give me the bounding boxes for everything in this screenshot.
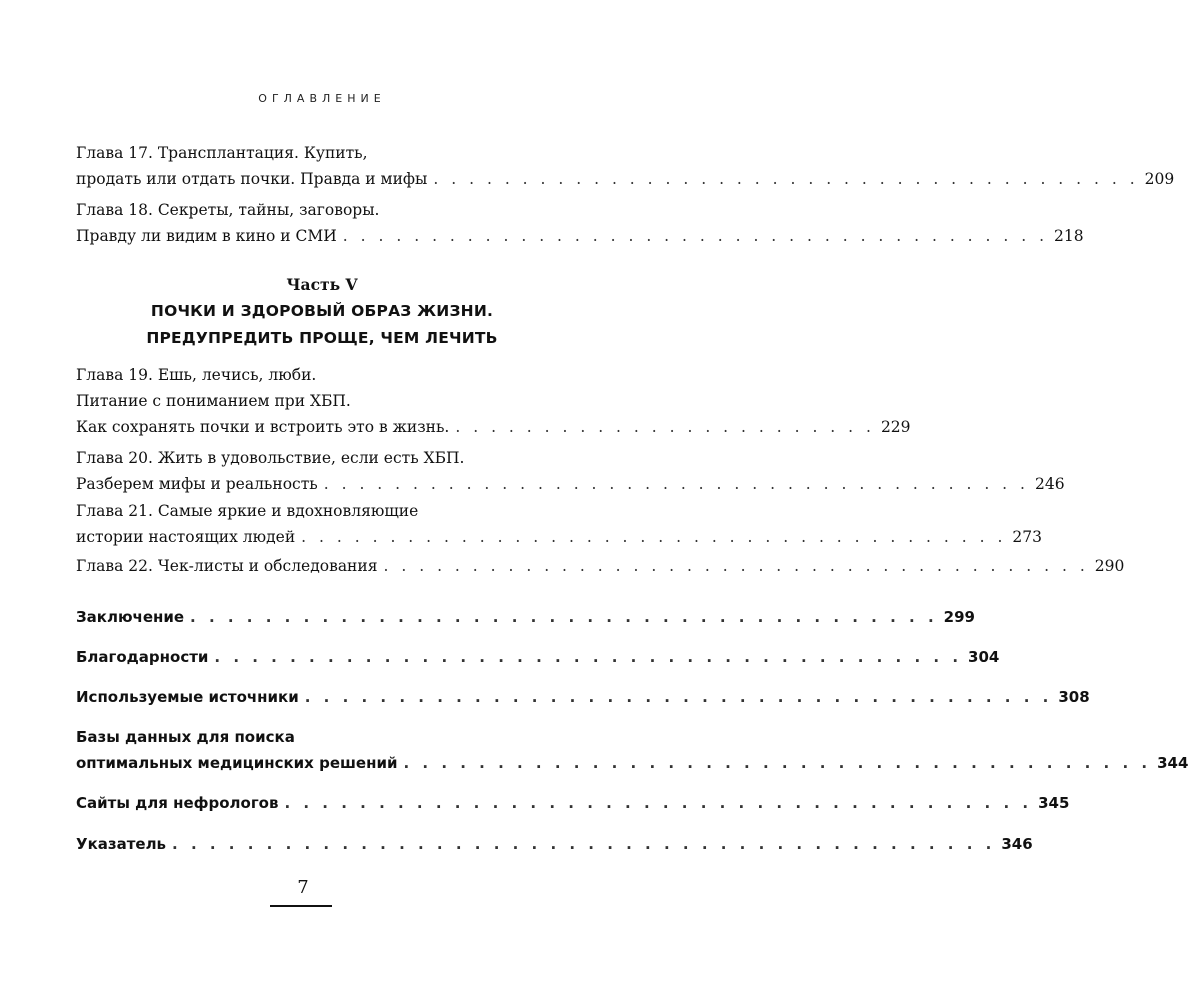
acknowledgements-leader-line (76, 644, 1000, 670)
toc-entry-index[interactable] (76, 831, 1033, 857)
chapter-20-title-line1: Глава 20. Жить в удовольствие, если есть ХБП. (76, 449, 465, 467)
toc-entry-sites[interactable] (76, 790, 1070, 816)
chapter-22-title: Глава 22. Чек-листы и обследования (76, 557, 378, 575)
dot-leader: . . . . . . . . . . . . . . . . . . . . . . . . . . . . . . . . . . . . . . . . (190, 608, 938, 626)
sites-leader-line (76, 790, 1070, 816)
toc-entry-chapter-22[interactable] (76, 553, 1125, 579)
dot-leader: . . . . . . . . . . . . . . . . . . . . . . . . . . . . . . . . . . . . . . . . (214, 648, 963, 666)
chapter-17-title-line1: Глава 17. Трансплантация. Купить, (76, 144, 368, 162)
part-5-title-line2: ПРЕДУПРЕДИТЬ ПРОЩЕ, ЧЕМ ЛЕЧИТЬ (146, 329, 498, 347)
chapter-17-leader-line (76, 166, 1175, 192)
toc-entry-conclusion[interactable] (76, 604, 975, 630)
dot-leader: . . . . . . . . . . . . . . . . . . . . . . . . . . . . . . . . . . . . . . . . (433, 170, 1139, 188)
toc-entry-chapter-20[interactable] (76, 445, 1065, 497)
toc-entry-chapter-19[interactable] (76, 362, 911, 440)
chapter-20-leader-line (76, 471, 1065, 497)
sources-leader-line (76, 684, 1090, 710)
dot-leader: . . . . . . . . . . . . . . . . . . . . . . . . . . . . . . . . . . . . . . . . (301, 528, 1007, 546)
chapter-17-page-number: 209 (1144, 170, 1175, 188)
databases-title-line1: Базы данных для поиска (76, 728, 295, 746)
acknowledgements-page-number: 304 (968, 648, 1000, 666)
chapter-19-title-line2: Питание с пониманием при ХБП. (76, 392, 351, 410)
chapter-19-title-line1: Глава 19. Ешь, лечись, люби. (76, 366, 317, 384)
part-5-title-line1: ПОЧКИ И ЗДОРОВЫЙ ОБРАЗ ЖИЗНИ. (150, 302, 494, 320)
dot-leader: . . . . . . . . . . . . . . . . . . . . . . . . . . . . . . . . . . . . . . . . (342, 227, 1049, 245)
part-5-heading (76, 272, 568, 352)
index-leader-line (76, 831, 1033, 857)
chapter-18-title-line2: Правду ли видим в кино и СМИ (76, 227, 337, 245)
part-5-label: Часть V (286, 275, 358, 294)
chapter-21-title-line2: истории настоящих людей (76, 528, 296, 546)
dot-leader: . . . . . . . . . . . . . . . . . . . . . . . . . . . . . . . . . . . . . . . . (383, 557, 1089, 575)
chapter-20-page-number: 246 (1034, 475, 1065, 493)
dot-leader: . . . . . . . . . . . . . . . . . . . . . . . . . . . . . . . . . . . . . . . . (304, 688, 1053, 706)
sites-page-number: 345 (1038, 794, 1070, 812)
chapter-19-title-line3: Как сохранять почки и встроить это в жизнь. (76, 418, 450, 436)
sources-page-number: 308 (1058, 688, 1090, 706)
chapter-18-page-number: 218 (1054, 227, 1084, 245)
chapter-22-page-number: 290 (1094, 557, 1125, 575)
dot-leader: . . . . . . . . . . . . . . . . . . . . . . . . (455, 418, 875, 436)
chapter-21-leader-line (76, 524, 1042, 550)
conclusion-leader-line (76, 604, 975, 630)
acknowledgements-title: Благодарности (76, 648, 209, 666)
conclusion-title: Заключение (76, 608, 185, 626)
dot-leader: . . . . . . . . . . . . . . . . . . . . . . . . . . . . . . . . . . . . . . . . (403, 754, 1152, 772)
dot-leader: . . . . . . . . . . . . . . . . . . . . . . . . . . . . . . . . . . . . . . . . (284, 794, 1033, 812)
folio-rule (270, 905, 332, 907)
sites-title: Сайты для нефрологов (76, 794, 279, 812)
toc-entry-sources[interactable] (76, 684, 1090, 710)
chapter-21-page-number: 273 (1012, 528, 1042, 546)
chapter-18-title-line1: Глава 18. Секреты, тайны, заговоры. (76, 201, 380, 219)
toc-entry-chapter-17[interactable] (76, 140, 1175, 192)
conclusion-page-number: 299 (943, 608, 975, 626)
running-head: ОГЛАВЛЕНИЕ (258, 92, 386, 105)
toc-entry-databases[interactable] (76, 724, 1188, 776)
toc-entry-acknowledgements[interactable] (76, 644, 1000, 670)
chapter-21-title-line1: Глава 21. Самые яркие и вдохновляющие (76, 502, 419, 520)
chapter-20-title-line2: Разберем мифы и реальность (76, 475, 318, 493)
sources-title: Используемые источники (76, 688, 299, 706)
databases-title-line2: оптимальных медицинских решений (76, 754, 398, 772)
index-page-number: 346 (1001, 835, 1033, 853)
chapter-18-leader-line (76, 223, 1084, 249)
toc-entry-chapter-18[interactable] (76, 197, 1084, 249)
chapter-19-leader-line (76, 414, 911, 440)
dot-leader: . . . . . . . . . . . . . . . . . . . . . . . . . . . . . . . . . . . . . . . . . . . . (172, 835, 996, 853)
databases-page-number: 344 (1157, 754, 1188, 772)
index-title: Указатель (76, 835, 167, 853)
chapter-22-leader-line (76, 553, 1125, 579)
page-number-folio: 7 (297, 877, 309, 898)
dot-leader: . . . . . . . . . . . . . . . . . . . . . . . . . . . . . . . . . . . . . . . . (323, 475, 1029, 493)
chapter-19-page-number: 229 (880, 418, 911, 436)
chapter-17-title-line2: продать или отдать почки. Правда и мифы (76, 170, 428, 188)
toc-entry-chapter-21[interactable] (76, 498, 1042, 550)
databases-leader-line (76, 750, 1188, 776)
